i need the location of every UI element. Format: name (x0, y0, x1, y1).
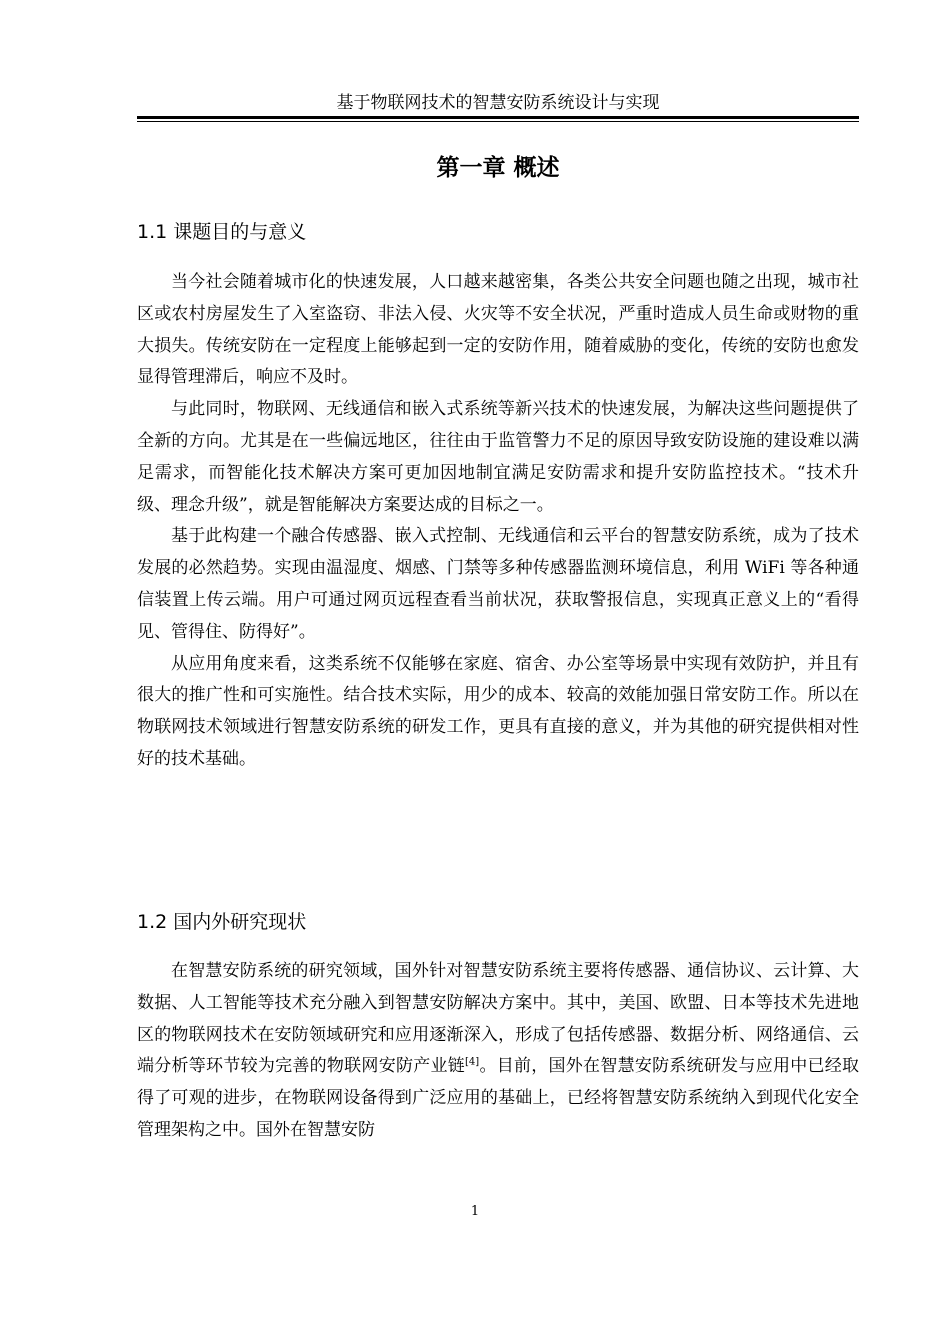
paragraph: 基于此构建一个融合传感器、嵌入式控制、无线通信和云平台的智慧安防系统，成为了技术发展的必然趋势。实现由温湿度、烟感、门禁等多种传感器监测环境信息，利用 WiFi 等各种通信装置上传云端。用户可通过网页远程查看当前状况，获取警报信息，实现真正意义上的“看得见、管得住、防得好”。 (137, 526, 859, 642)
paragraph (137, 956, 859, 1147)
header-rule-thick (137, 116, 859, 119)
paragraph: 当今社会随着城市化的快速发展，人口越来越密集，各类公共安全问题也随之出现，城市社区或农村房屋发生了入室盗窃、非法入侵、火灾等不安全状况，严重时造成人员生命或财物的重大损失。传统安防在一定程度上能够起到一定的安防作用，随着威胁的变化，传统的安防也愈发显得管理滞后，响应不及时。 (137, 272, 859, 388)
header-rule-thin (137, 121, 859, 122)
section-heading-1-2: 1.2 国内外研究现状 (137, 911, 307, 933)
paragraph-text: 在智慧安防系统的研究领域，国外针对智慧安防系统主要将传感器、通信协议、云计算、大数据、人工智能等技术充分融入到智慧安防解决方案中。其中，美国、欧盟、日本等技术先进地区的物联网技术在安防领域研究和应用逐渐深入，形成了包括传感器、数据分析、网络通信、云端分析等环节较为完善的物联网安防产业链 (137, 961, 859, 1077)
citation-reference[interactable]: [4] (465, 1056, 480, 1068)
section-heading-1-1: 1.1 课题目的与意义 (137, 221, 307, 243)
paragraph: 与此同时，物联网、无线通信和嵌入式系统等新兴技术的快速发展，为解决这些问题提供了全新的方向。尤其是在一些偏远地区，往往由于监管警力不足的原因导致安防设施的建设难以满足需求，而智能化技术解决方案可更加因地制宜满足安防需求和提升安防监控技术。“技术升级、理念升级”，就是智能解决方案要达成的目标之一。 (137, 399, 859, 515)
paragraph: 从应用角度来看，这类系统不仅能够在家庭、宿舍、办公室等场景中实现有效防护，并且有很大的推广性和可实施性。结合技术实际，用少的成本、较高的效能加强日常安防工作。所以在物联网技术领域进行智慧安防系统的研发工作，更具有直接的意义，并为其他的研究提供相对性好的技术基础。 (137, 653, 859, 769)
page-number: 1 (470, 1204, 480, 1219)
running-header: 基于物联网技术的智慧安防系统设计与实现 (336, 93, 660, 113)
chapter-title: 第一章 概述 (436, 155, 560, 181)
paragraph-text: 。目前，国外在智慧安防系统研发与应用中已经取得了可观的进步，在物联网设备得到广泛应用的基础上，已经将智慧安防系统纳入到现代化安全管理架构之中。国外在智慧安防 (137, 1056, 860, 1140)
section-1-2-body (137, 956, 859, 1147)
section-1-1-body (137, 267, 859, 776)
